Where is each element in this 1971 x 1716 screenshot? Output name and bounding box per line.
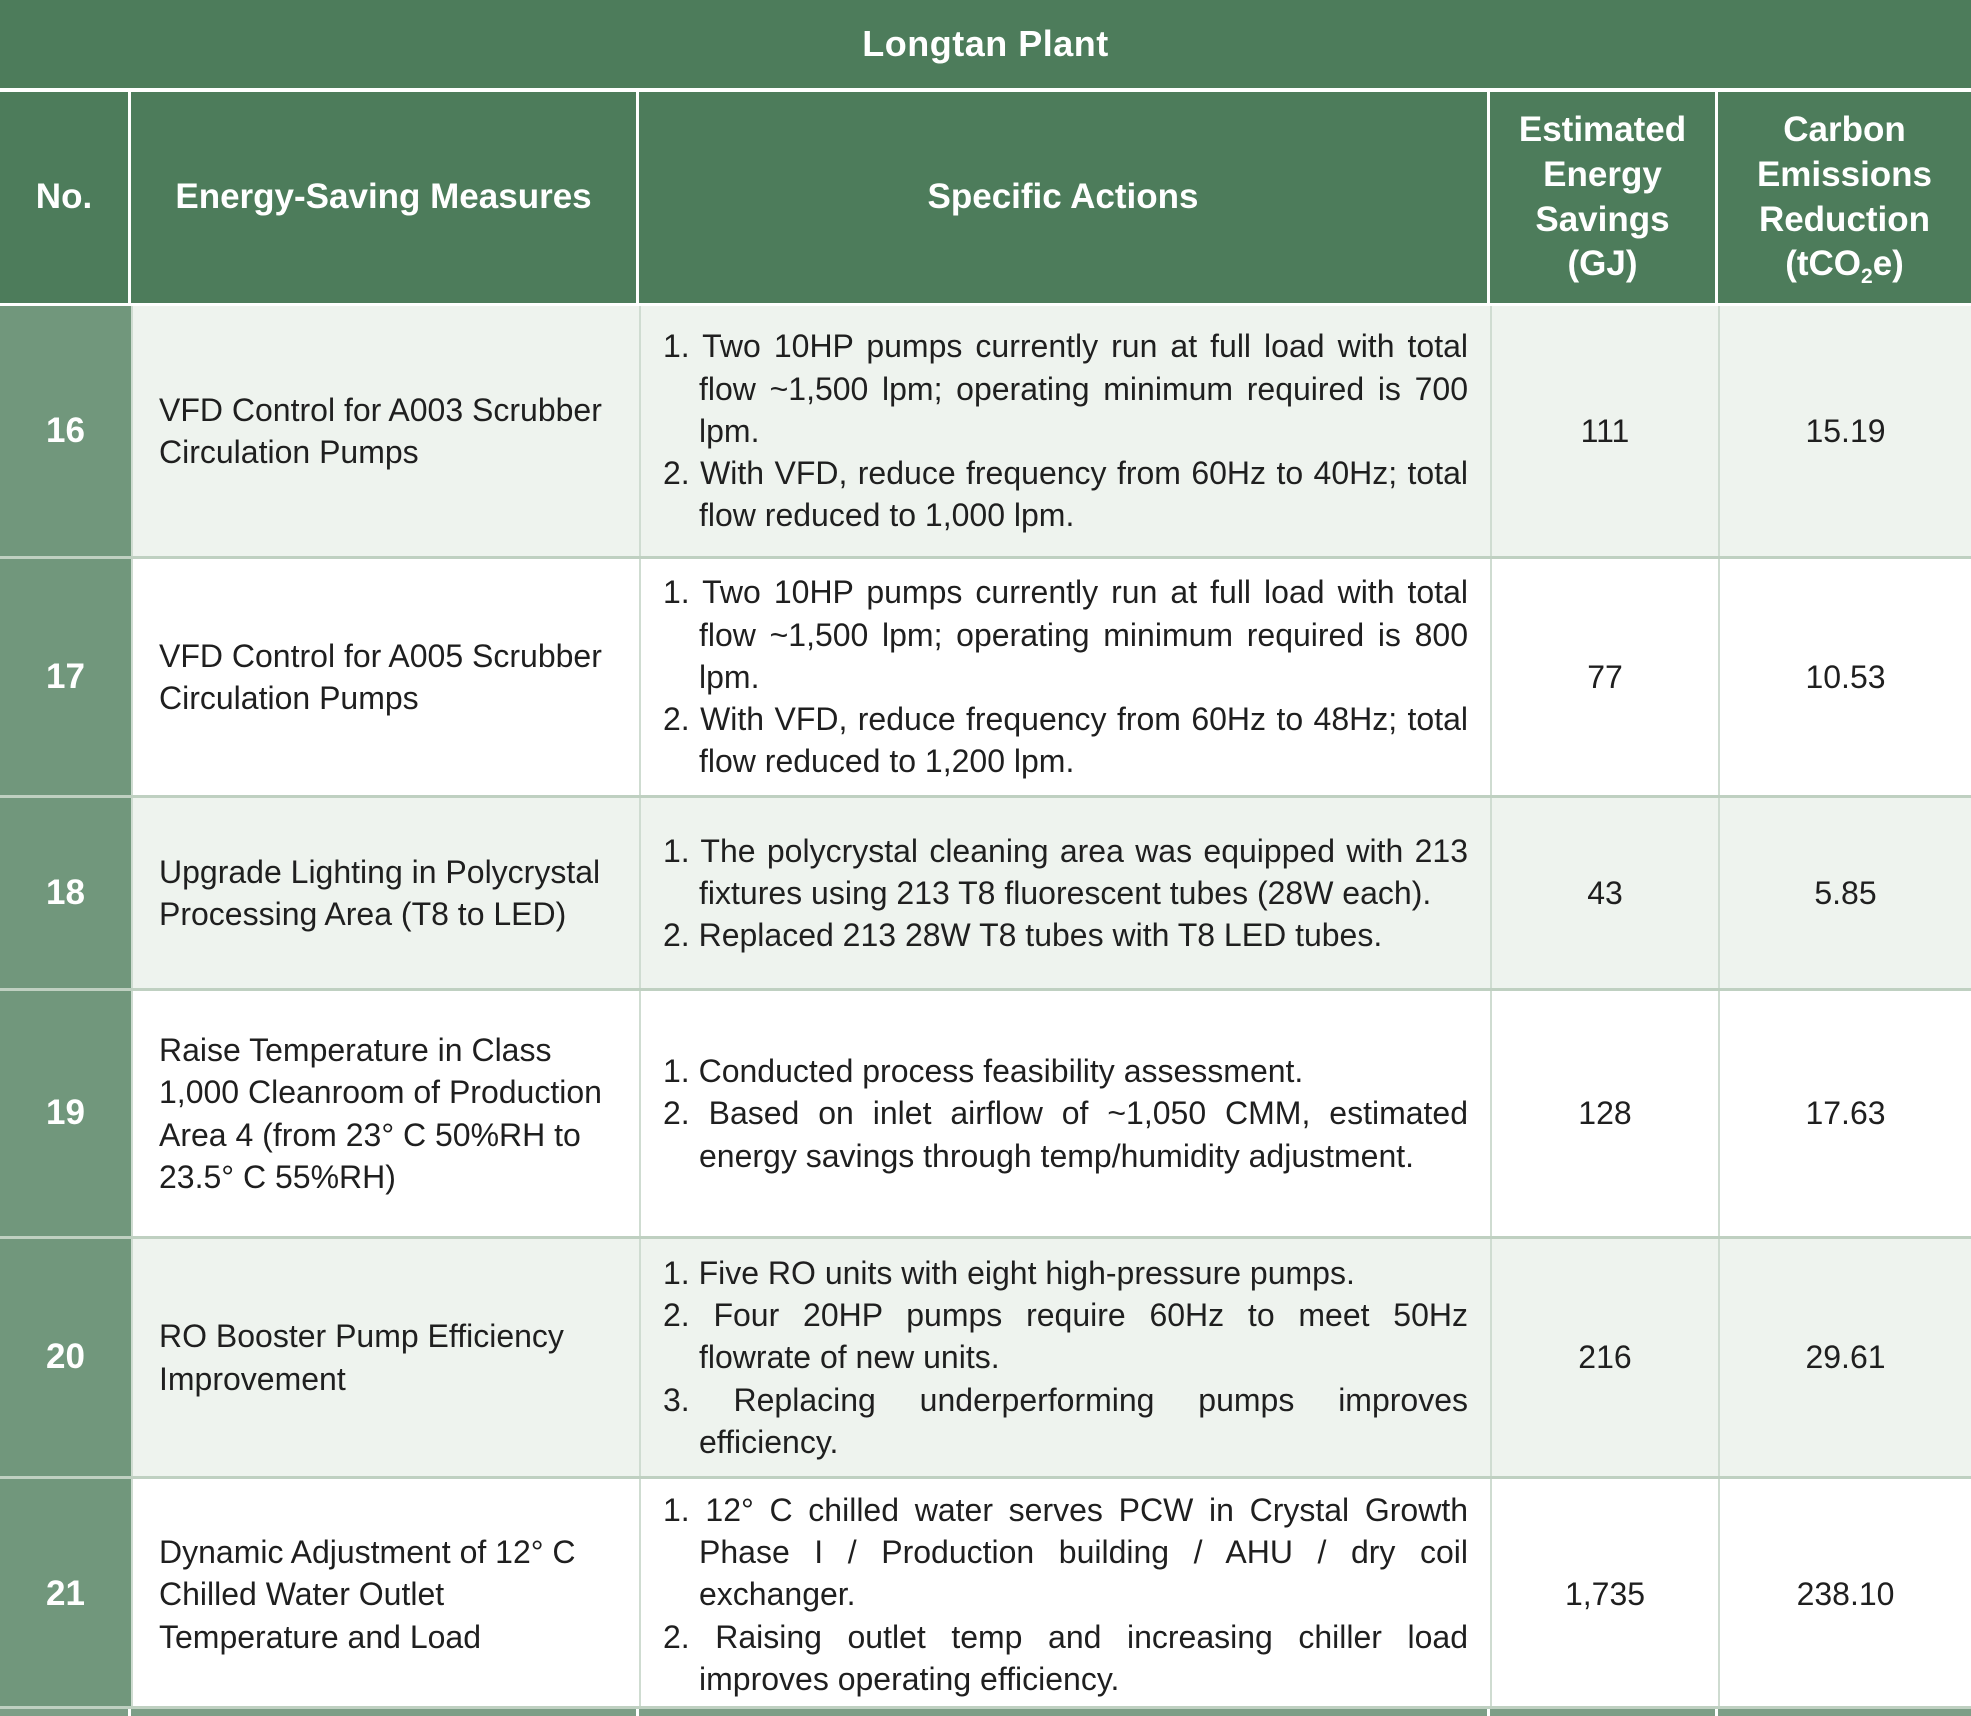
next-row-peek-cell [639,1709,1490,1716]
next-row-peek-cell [1490,1709,1718,1716]
action-item: 1. Two 10HP pumps currently run at full load with total flow ~1,500 lpm; operating minimum required is 700 lpm. [663,328,1468,449]
col-header-savings: Estimated Energy Savings (GJ) [1490,92,1718,303]
row-number: 20 [0,1239,131,1476]
measure-text: RO Booster Pump Efficiency Improvement [131,1239,639,1476]
actions-list [639,991,1490,1236]
action-item: 1. Conducted process feasibility assessment. [663,1053,1304,1090]
action-item: 2. Four 20HP pumps require 60Hz to meet 50Hz flowrate of new units. [663,1297,1468,1376]
table-row [0,556,1971,795]
reduction-value: 15.19 [1718,306,1971,556]
reduction-value: 238.10 [1718,1479,1971,1710]
reduction-value: 17.63 [1718,991,1971,1236]
savings-value: 216 [1490,1239,1718,1476]
reduction-value: 5.85 [1718,798,1971,988]
table-row [0,303,1971,556]
table-row [0,1476,1971,1706]
action-item: 2. With VFD, reduce frequency from 60Hz to 40Hz; total flow reduced to 1,000 lpm. [663,455,1468,534]
col-header-reduction [1718,92,1971,303]
savings-value: 1,735 [1490,1479,1718,1710]
row-number: 21 [0,1479,131,1710]
savings-value: 43 [1490,798,1718,988]
next-row-peek-cell [1718,1709,1971,1716]
table-row [0,988,1971,1236]
next-row-peek [0,1706,1971,1716]
col-header-no: No. [0,92,131,303]
action-item: 1. Two 10HP pumps currently run at full load with total flow ~1,500 lpm; operating minimum required is 800 lpm. [663,574,1468,695]
next-row-peek-cell [0,1709,131,1716]
reduction-value: 29.61 [1718,1239,1971,1476]
col-header-actions: Specific Actions [639,92,1490,303]
actions-list [639,306,1490,556]
actions-list [639,1239,1490,1476]
table-title: Longtan Plant [0,0,1971,88]
action-item: 3. Replacing underperforming pumps improves efficiency. [663,1381,1468,1460]
actions-list [639,559,1490,795]
row-number: 19 [0,991,131,1236]
measure-text: Raise Temperature in Class 1,000 Cleanroom of Production Area 4 (from 23° C 50%RH to 23.5° C 55%RH) [131,991,639,1236]
measure-text: Upgrade Lighting in Polycrystal Processing Area (T8 to LED) [131,798,639,988]
savings-value: 77 [1490,559,1718,795]
column-header-row [0,88,1971,303]
col-header-reduction-text: Carbon Emissions Reduction (tCO$_2$e) [1756,109,1933,289]
measure-text: VFD Control for A003 Scrubber Circulation Pumps [131,306,639,556]
col-header-measures: Energy-Saving Measures [131,92,639,303]
table-row [0,1236,1971,1476]
action-item: 2. Based on inlet airflow of ~1,050 CMM, estimated energy savings through temp/humidity adjustment. [663,1095,1468,1174]
savings-value: 111 [1490,306,1718,556]
row-number: 17 [0,559,131,795]
action-item: 2. Replaced 213 28W T8 tubes with T8 LED tubes. [663,917,1383,954]
action-item: 2. With VFD, reduce frequency from 60Hz to 48Hz; total flow reduced to 1,200 lpm. [663,701,1468,780]
action-item: 1. 12° C chilled water serves PCW in Crystal Growth Phase I / Production building / AHU / dry coil exchanger. [663,1492,1468,1613]
row-number: 16 [0,306,131,556]
measure-text: VFD Control for A005 Scrubber Circulation Pumps [131,559,639,795]
reduction-value: 10.53 [1718,559,1971,795]
actions-list [639,798,1490,988]
action-item: 1. Five RO units with eight high-pressure pumps. [663,1254,1355,1291]
table-row [0,795,1971,988]
savings-value: 128 [1490,991,1718,1236]
actions-list [639,1479,1490,1710]
action-item: 2. Raising outlet temp and increasing chiller load improves operating efficiency. [663,1618,1468,1697]
action-item: 1. The polycrystal cleaning area was equipped with 213 fixtures using 213 T8 fluorescent tubes (28W each). [663,832,1468,911]
measure-text: Dynamic Adjustment of 12° C Chilled Water Outlet Temperature and Load [131,1479,639,1710]
row-number: 18 [0,798,131,988]
next-row-peek-cell [131,1709,639,1716]
